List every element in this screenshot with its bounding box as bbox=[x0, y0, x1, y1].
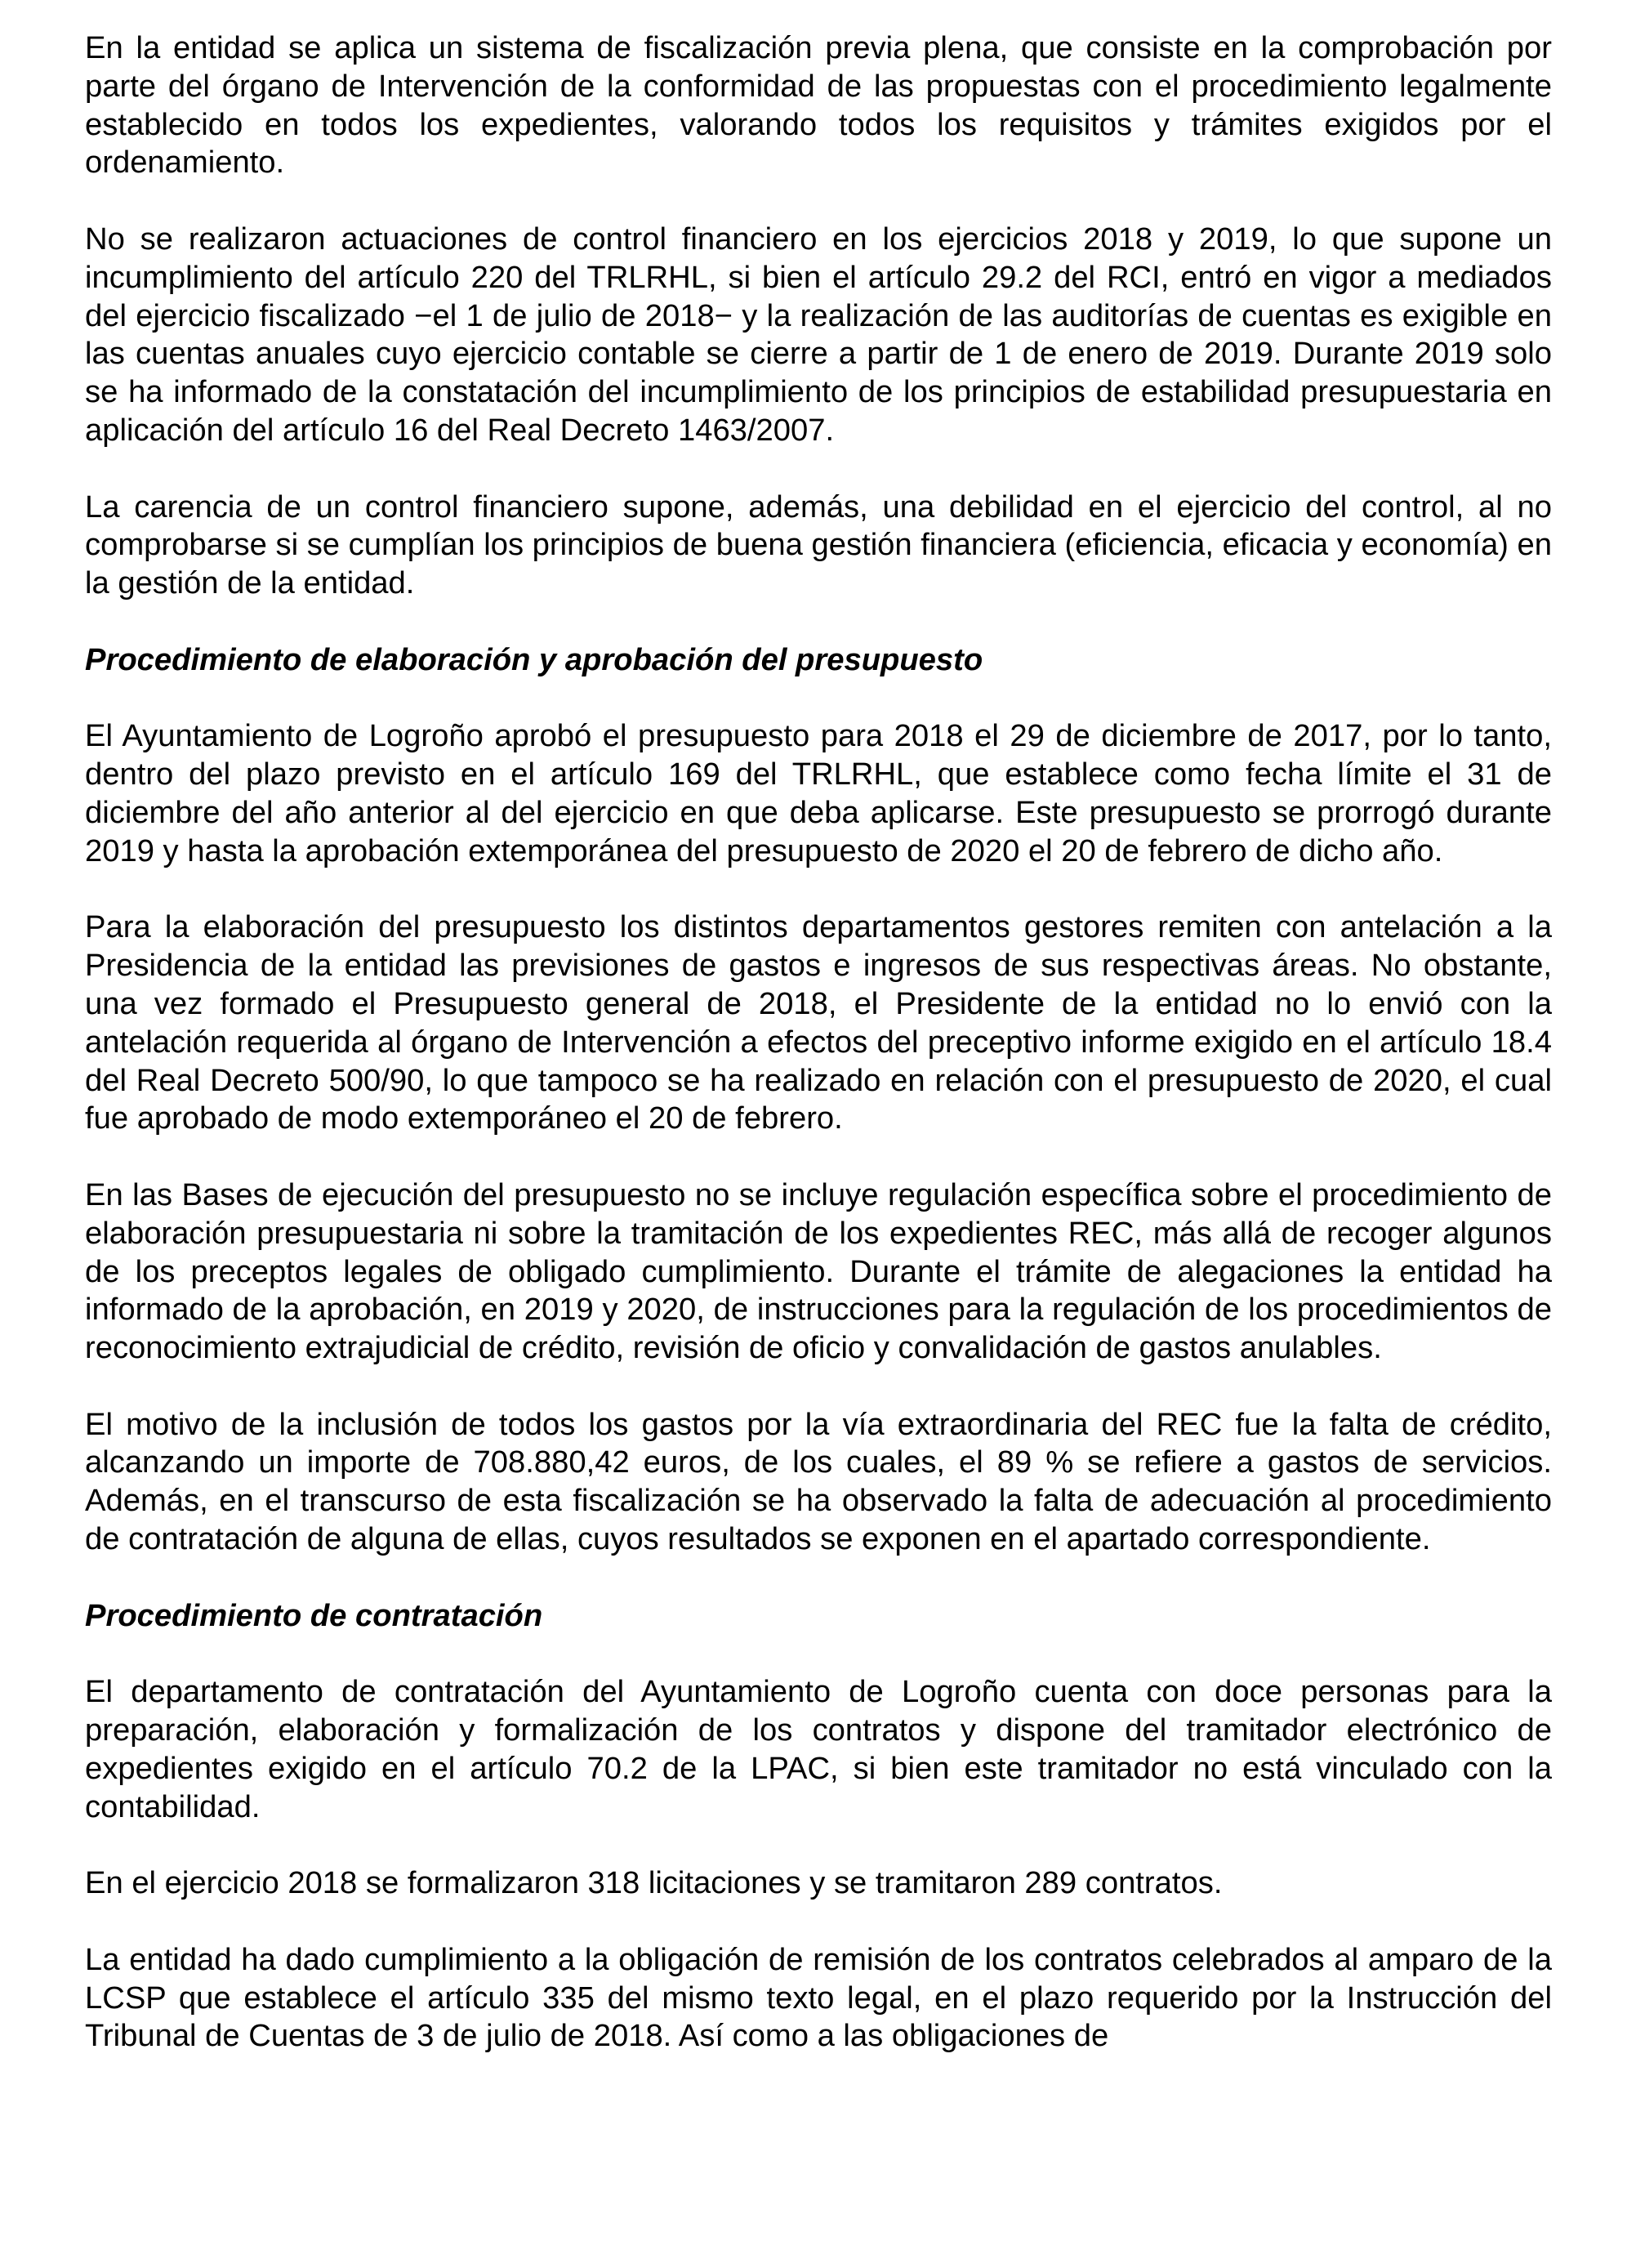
paragraph-control-financiero: No se realizaron actuaciones de control financiero en los ejercicios 2018 y 2019, lo que supone un incumplimiento del artículo 220 del TRLRHL, si bien el artículo 29.2 del RCI, entró en vigor a mediados del ejercicio fiscalizado −el 1 de julio de 2018− y la realización de las auditorías de cuentas es exigible en las cuentas anuales cuyo ejercicio contable se cierre a partir de 1 de enero de 2019. Durante 2019 solo se ha informado de la constatación del incumplimiento de los principios de estabilidad presupuestaria en aplicación del artículo 16 del Real Decreto 1463/2007. bbox=[85, 221, 1552, 448]
paragraph-bases-ejecucion: En las Bases de ejecución del presupuesto no se incluye regulación específica sobre el procedimiento de elaboración presupuestaria ni sobre la tramitación de los expedientes REC, más allá de recoger algunos de los preceptos legales de obligado cumplimiento. Durante el trámite de alegaciones la entidad ha informado de la aprobación, en 2019 y 2020, de instrucciones para la regulación de los procedimientos de reconocimiento extrajudicial de crédito, revisión de oficio y convalidación de gastos anulables. bbox=[85, 1176, 1552, 1366]
paragraph-fiscalizacion-previa: En la entidad se aplica un sistema de fiscalización previa plena, que consiste en la comprobación por parte del órgano de Intervención de la conformidad de las propuestas con el procedimiento legalmente establecido en todos los expedientes, valorando todos los requisitos y trámites exigidos por el ordenamiento. bbox=[85, 30, 1552, 181]
paragraph-licitaciones: En el ejercicio 2018 se formalizaron 318 licitaciones y se tramitaron 289 contratos. bbox=[85, 1865, 1223, 1901]
document-page bbox=[85, 29, 1552, 2056]
paragraph-departamento-contratacion: El departamento de contratación del Ayuntamiento de Logroño cuenta con doce personas para la preparación, elaboración y formalización de los contratos y dispone del tramitador electrónico de expedientes exigido en el artículo 70.2 de la LPAC, si bien este tramitador no está vinculado con la contabilidad. bbox=[85, 1674, 1552, 1824]
paragraph-remision-contratos: La entidad ha dado cumplimiento a la obligación de remisión de los contratos celebrados al amparo de la LCSP que establece el artículo 335 del mismo texto legal, en el plazo requerido por la Instrucción del Tribunal de Cuentas de 3 de julio de 2018. Así como a las obligaciones de bbox=[85, 1941, 1552, 2054]
heading-contratacion: Procedimiento de contratación bbox=[85, 1597, 543, 1633]
paragraph-aprobacion-presupuesto: El Ayuntamiento de Logroño aprobó el presupuesto para 2018 el 29 de diciembre de 2017, por lo tanto, dentro del plazo previsto en el artículo 169 del TRLRHL, que establece como fecha límite el 31 de diciembre del año anterior al del ejercicio en que deba aplicarse. Este presupuesto se prorrogó durante 2019 y hasta la aprobación extemporánea del presupuesto de 2020 el 20 de febrero de dicho año. bbox=[85, 718, 1552, 868]
heading-elaboracion-presupuesto: Procedimiento de elaboración y aprobación del presupuesto bbox=[85, 641, 983, 677]
paragraph-motivo-rec: El motivo de la inclusión de todos los gastos por la vía extraordinaria del REC fue la falta de crédito, alcanzando un importe de 708.880,42 euros, de los cuales, el 89 % se refiere a gastos de servicios. Además, en el transcurso de esta fiscalización se ha observado la falta de adecuación al procedimiento de contratación de alguna de ellas, cuyos resultados se exponen en el apartado correspondiente. bbox=[85, 1406, 1552, 1557]
paragraph-elaboracion-presupuesto: Para la elaboración del presupuesto los distintos departamentos gestores remiten con antelación a la Presidencia de la entidad las previsiones de gastos e ingresos de sus respectivas áreas. No obstante, una vez formado el Presupuesto general de 2018, el Presidente de la entidad no lo envió con la antelación requerida al órgano de Intervención a efectos del preceptivo informe exigido en el artículo 18.4 del Real Decreto 500/90, lo que tampoco se ha realizado en relación con el presupuesto de 2020, el cual fue aprobado de modo extemporáneo el 20 de febrero. bbox=[85, 909, 1552, 1136]
paragraph-carencia-control: La carencia de un control financiero supone, además, una debilidad en el ejercicio del control, al no comprobarse si se cumplían los principios de buena gestión financiera (eficiencia, eficacia y economía) en la gestión de la entidad. bbox=[85, 489, 1552, 601]
